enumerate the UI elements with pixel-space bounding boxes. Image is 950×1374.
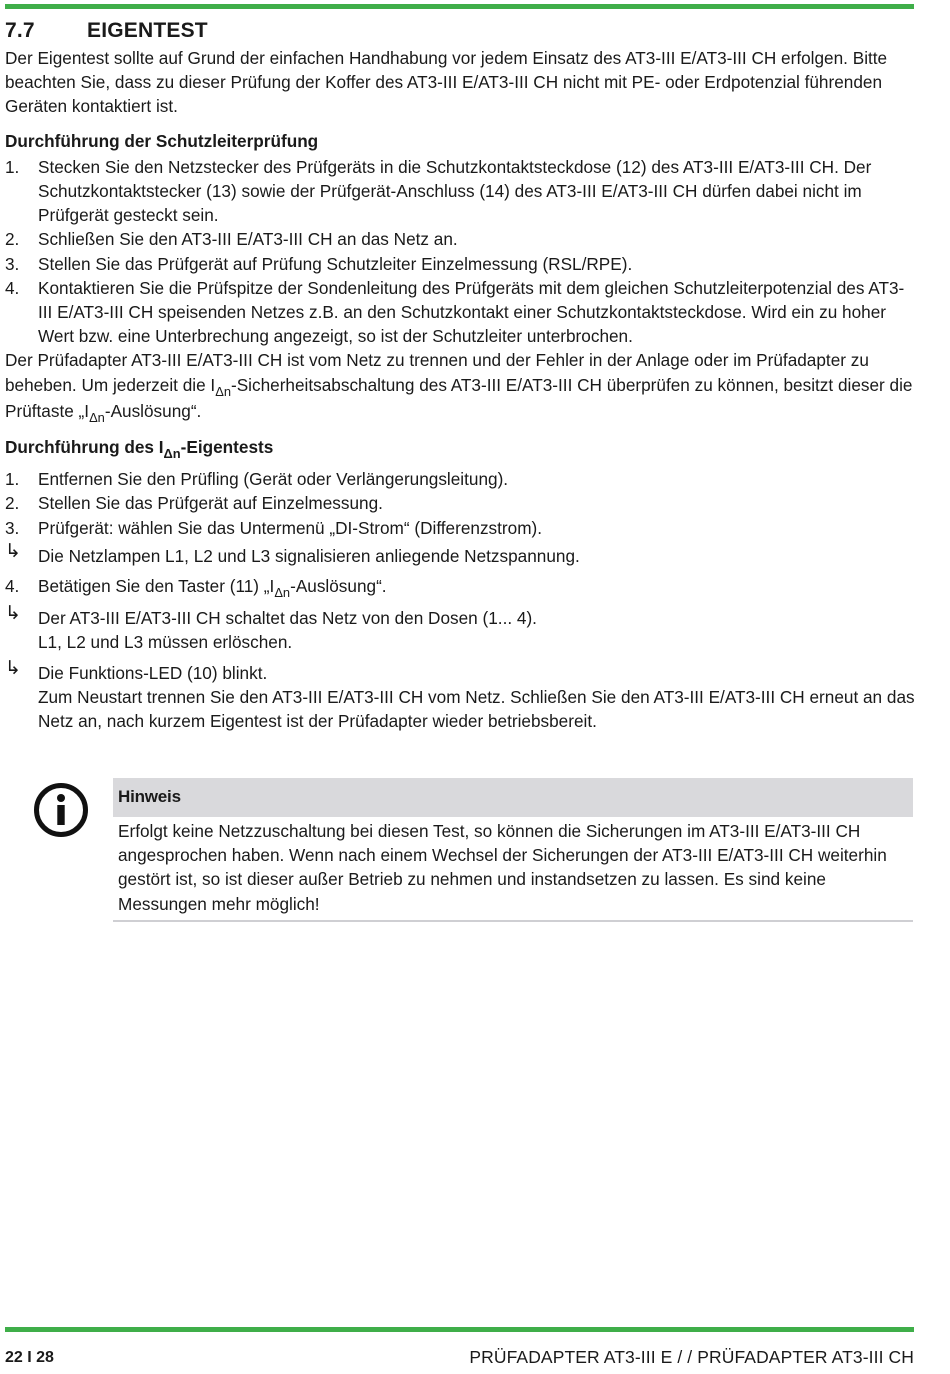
result-text: Der AT3-III E/AT3-III CH schaltet das Netz von den Dosen (1... 4). L1, L2 und L3 müssen erlöschen.: [38, 608, 537, 653]
step-text: Schließen Sie den AT3-III E/AT3-III CH an das Netz an.: [38, 229, 458, 250]
subheading-protective-conductor: Durchführung der Schutzleiterprüfung: [5, 130, 319, 151]
subheading-self-test: Durchführung des $I_{\Delta n}$-Eigentests: [5, 437, 274, 462]
result-arrow-icon: ↳: [5, 657, 21, 679]
intro-paragraph: Der Eigentest sollte auf Grund der einfachen Handhabung vor jedem Einsatz des AT3-III E/AT3-III CH erfolgen. Bitte beachten Sie, dass zu dieser Prüfung der Koffer des AT3-III E/AT3-III CH nicht mit PE- oder Erdpotenzial führenden Geräten kontaktiert ist.: [5, 48, 888, 117]
note-header: [113, 778, 913, 817]
section-title: [5, 18, 915, 44]
list-item: [5, 155, 915, 228]
list-item: [5, 516, 915, 540]
section-heading: EIGENTEST: [87, 19, 208, 42]
result-arrow-icon: ↳: [5, 540, 21, 562]
step-number: 1.: [5, 469, 20, 490]
result-arrow-icon: ↳: [5, 603, 21, 625]
closing-paragraph: Der Prüfadapter AT3-III E/AT3-III CH ist vom Netz zu trennen und der Fehler in der Anlage oder im Prüfadapter zu beheben. Um jederzeit die $I_{\Delta n}$-Sicherheitsabschaltung des AT3-III E/AT3-III CH überprüfen zu können, besitzt dieser die Prüftaste $„I_{\Delta n}-Auslösung“$.: [5, 350, 913, 425]
step-number: 4.: [5, 277, 20, 298]
footer-title: PRÜFADAPTER AT3-III E / / PRÜFADAPTER AT3-III CH: [469, 1347, 914, 1367]
top-accent-bar: [5, 4, 914, 9]
list-item: [5, 227, 915, 251]
step-number: 2.: [5, 229, 20, 250]
result-text: Die Funktions-LED (10) blinkt. Zum Neustart trennen Sie den AT3-III E/AT3-III CH vom Netz. Schließen Sie den AT3-III E/AT3-III CH erneut an das Netz an, nach kurzem Eigentest ist der Prüfadapter wieder betriebsbereit.: [38, 662, 915, 732]
page-number: 22 I 28: [5, 1349, 54, 1366]
result-item: [5, 540, 915, 568]
step-text: Kontaktieren Sie die Prüfspitze der Sondenleitung des Prüfgeräts mit dem gleichen Schutzleiterpotenzial des AT3-III E/AT3-III CH speisenden Netzes z.B. an den Schutzkontakt einer Schutzkontaktsteckdose. Wird ein zu hoher Wert bzw. eine Unterbrechung angezeigt, so ist der Schutzleiter unterbrochen.: [38, 277, 905, 347]
info-icon: [33, 782, 89, 838]
step-text: Stellen Sie das Prüfgerät auf Prüfung Schutzleiter Einzelmessung (RSL/RPE).: [38, 253, 633, 274]
step-text: Entfernen Sie den Prüfling (Gerät oder Verlängerungsleitung).: [38, 469, 509, 490]
step-text: Stecken Sie den Netzstecker des Prüfgeräts in die Schutzkontaktsteckdose (12) des AT3-III E/AT3-III CH. Der Schutzkontaktstecker (13) sowie der Prüfgerät-Anschluss (14) des AT3-III E/AT3-III CH dürfen dabei nicht im Prüfgerät gesteckt sein.: [38, 156, 872, 226]
step-number: 3.: [5, 517, 20, 538]
step-text: Prüfgerät: wählen Sie das Untermenü „DI-Strom“ (Differenzstrom).: [38, 517, 543, 538]
result-item: [5, 657, 915, 734]
step-text: Stellen Sie das Prüfgerät auf Einzelmessung.: [38, 493, 383, 514]
step-number: 4.: [5, 576, 20, 597]
note-divider: [113, 920, 913, 922]
list-item: [5, 491, 915, 515]
note-text: Erfolgt keine Netzzuschaltung bei diesen Test, so können die Sicherungen im AT3-III E/AT3-III CH angesprochen haben. Wenn nach einem Wechsel der Sicherungen der AT3-III E/AT3-III CH weiterhin gestört ist, so ist dieser außer Betrieb zu nehmen und instandsetzen zu lassen. Es sind keine Messungen mehr möglich!: [118, 821, 887, 914]
list-item: [5, 276, 915, 349]
bottom-accent-bar: [5, 1327, 914, 1332]
step-number: 1.: [5, 156, 20, 177]
list-item: [5, 252, 915, 276]
page-content: [5, 18, 915, 733]
section-number: 7.7: [5, 19, 35, 42]
result-text: Die Netzlampen L1, L2 und L3 signalisieren anliegende Netzspannung.: [38, 545, 580, 566]
step-number: 2.: [5, 493, 20, 514]
list-item: [5, 574, 915, 600]
note-title: Hinweis: [118, 787, 181, 806]
step-number: 3.: [5, 253, 20, 274]
result-item: [5, 603, 915, 654]
list-item: [5, 467, 915, 491]
step-text: Betätigen Sie den Taster (11) $„I_{\Delta n}-Auslösung“$.: [38, 576, 387, 601]
